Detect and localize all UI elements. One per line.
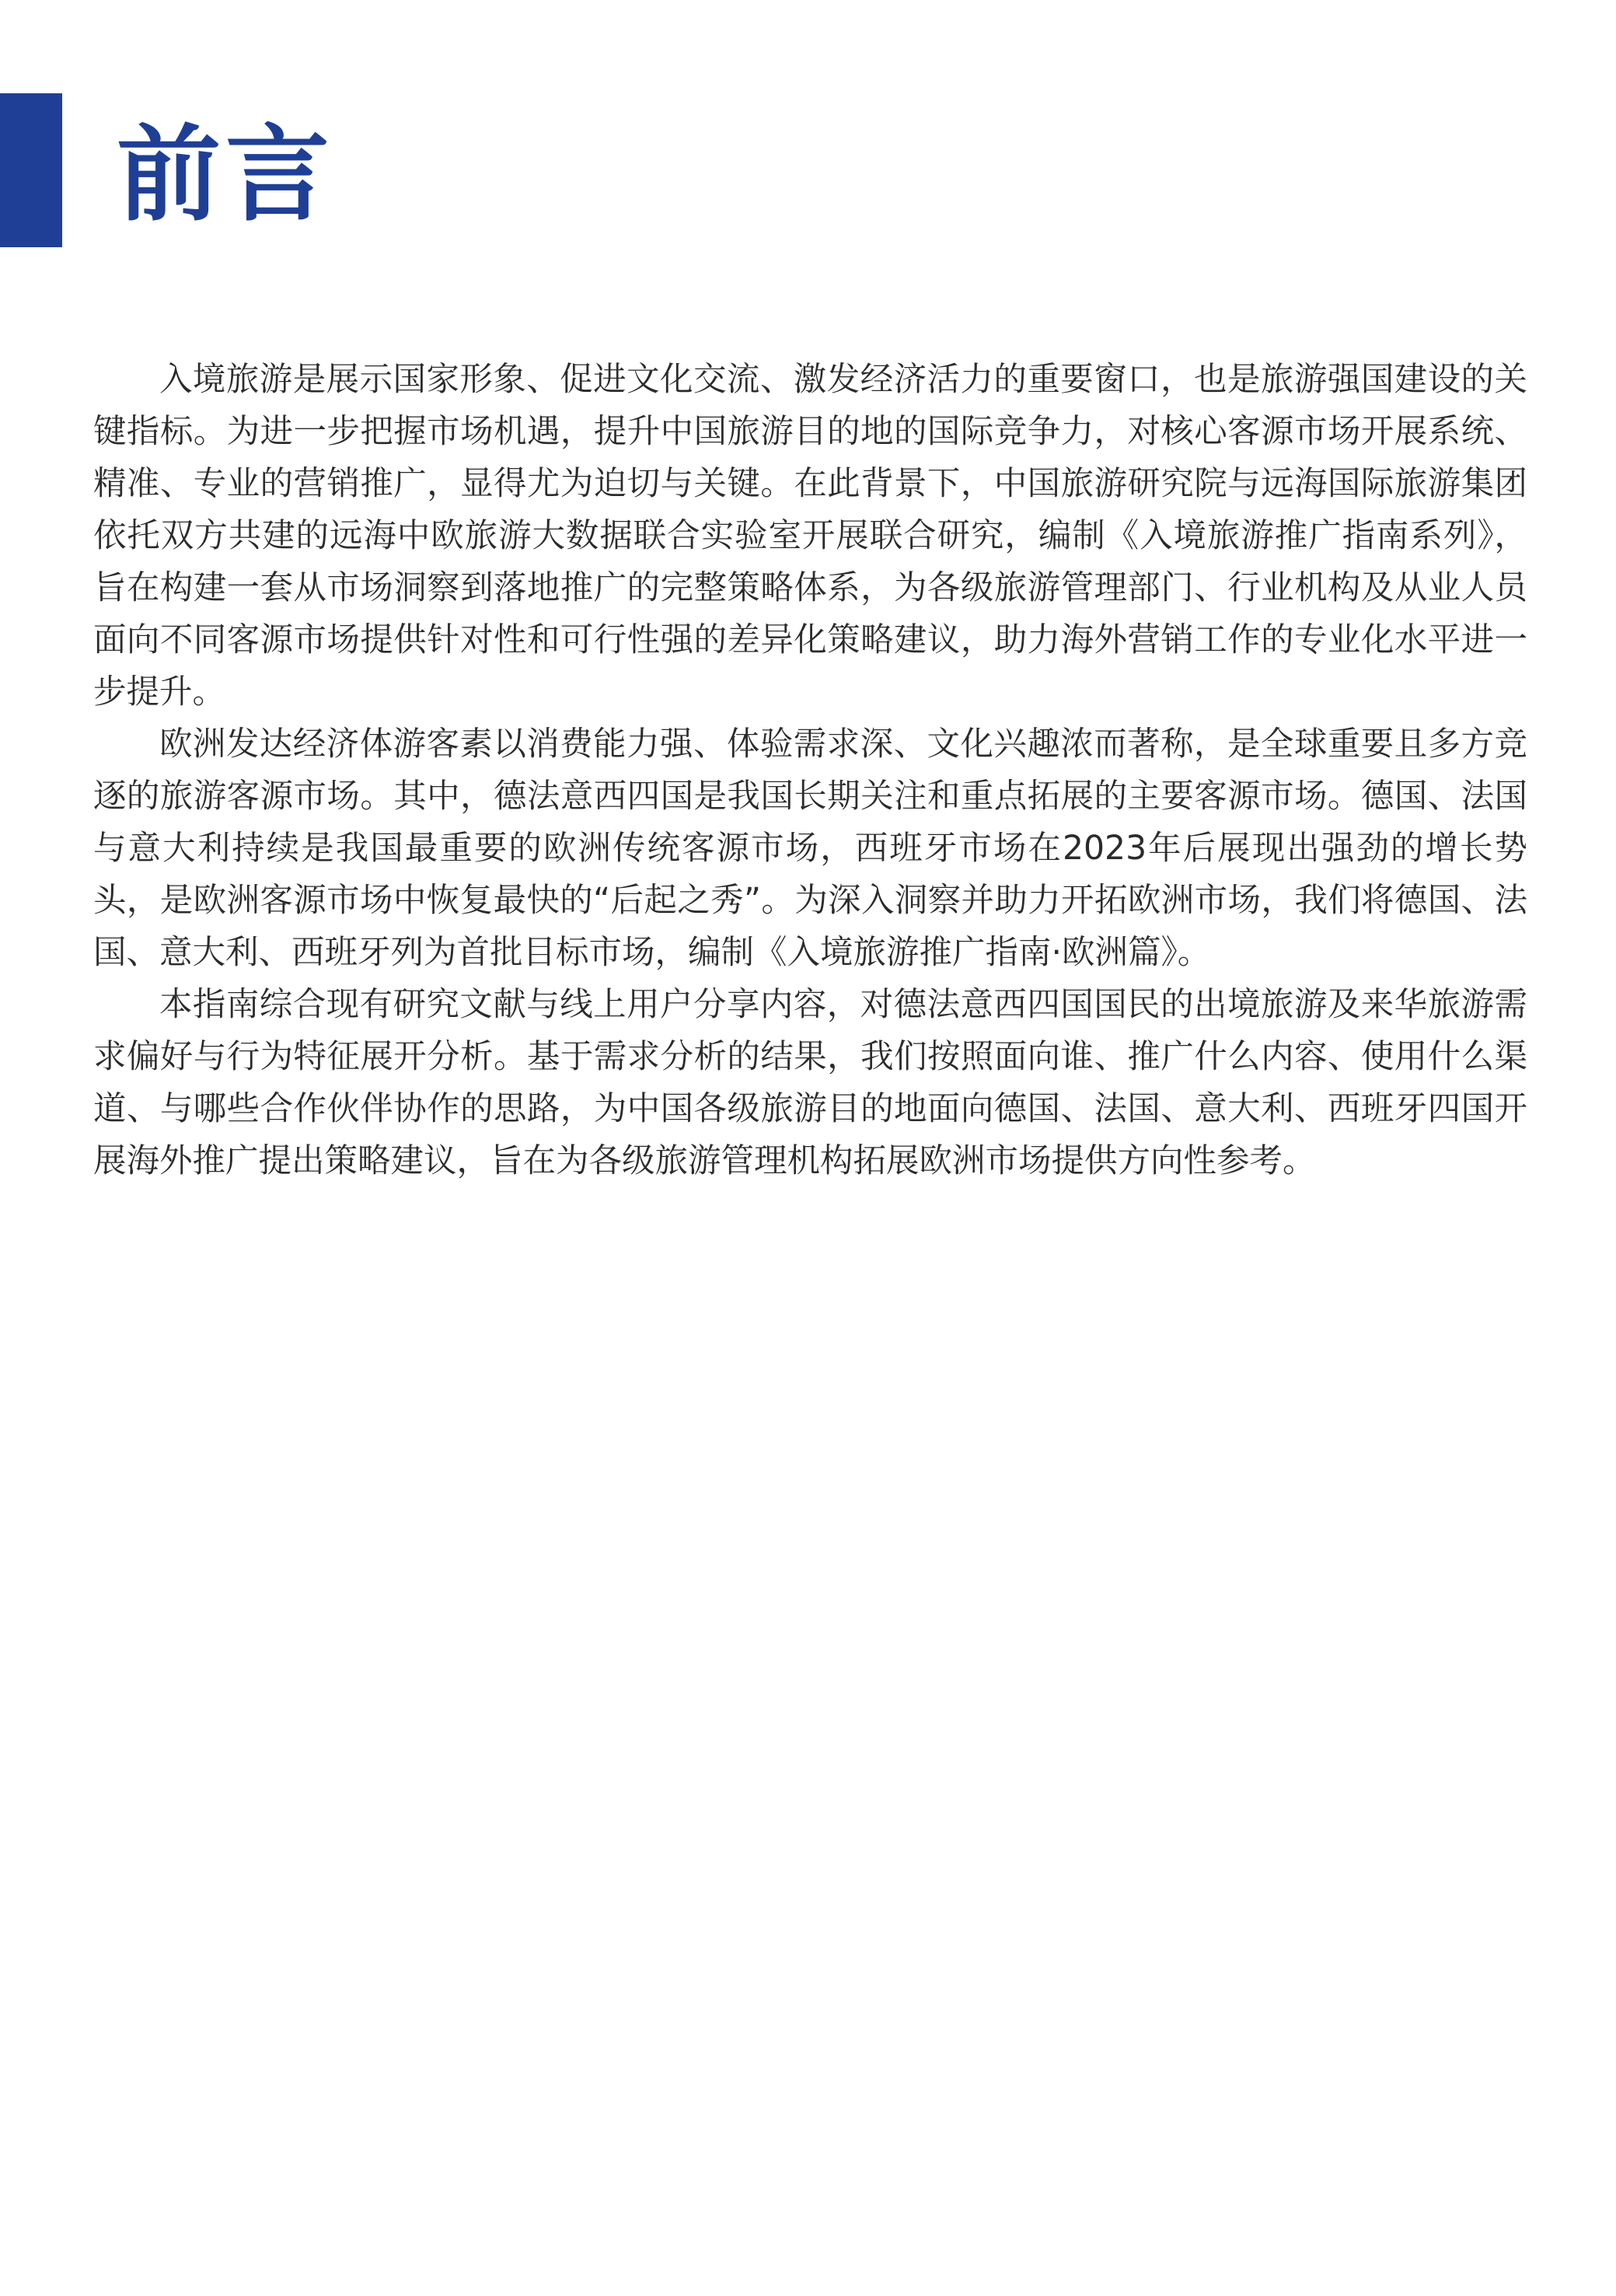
paragraph-2: 欧洲发达经济体游客素以消费能力强、体验需求深、文化兴趣浓而著称，是全球重要且多方竞逐的旅游客源市场。其中，德法意西四国是我国长期关注和重点拓展的主要客源市场。德国、法国与意大利持续是我国最重要的欧洲传统客源市场，西班牙市场在2023年后展现出强劲的增长势头，是欧洲客源市场中恢复最快的“后起之秀”。为深入洞察并助力开拓欧洲市场，我们将德国、法国、意大利、西班牙列为首批目标市场，编制《入境旅游推广指南·欧洲篇》。 bbox=[93, 725, 1527, 972]
paragraph-3: 本指南综合现有研究文献与线上用户分享内容，对德法意西四国国民的出境旅游及来华旅游需求偏好与行为特征展开分析。基于需求分析的结果，我们按照面向谁、推广什么内容、使用什么渠道、与哪些合作伙伴协作的思路，为中国各级旅游目的地面向德国、法国、意大利、西班牙四国开展海外推广提出策略建议，旨在为各级旅游管理机构拓展欧洲市场提供方向性参考。 bbox=[93, 986, 1527, 1180]
body-text bbox=[93, 354, 1527, 1187]
paragraph-1: 入境旅游是展示国家形象、促进文化交流、激发经济活力的重要窗口，也是旅游强国建设的关键指标。为进一步把握市场机遇，提升中国旅游目的地的国际竞争力，对核心客源市场开展系统、精准、专业的营销推广，显得尤为迫切与关键。在此背景下，中国旅游研究院与远海国际旅游集团依托双方共建的远海中欧旅游大数据联合实验室开展联合研究，编制《入境旅游推广指南系列》，旨在构建一套从市场洞察到落地推广的完整策略体系，为各级旅游管理部门、行业机构及从业人员面向不同客源市场提供针对性和可行性强的差异化策略建议，助力海外营销工作的专业化水平进一步提升。 bbox=[93, 361, 1527, 711]
page-title: 前言 bbox=[117, 114, 335, 236]
heading-accent-bar bbox=[0, 93, 62, 247]
